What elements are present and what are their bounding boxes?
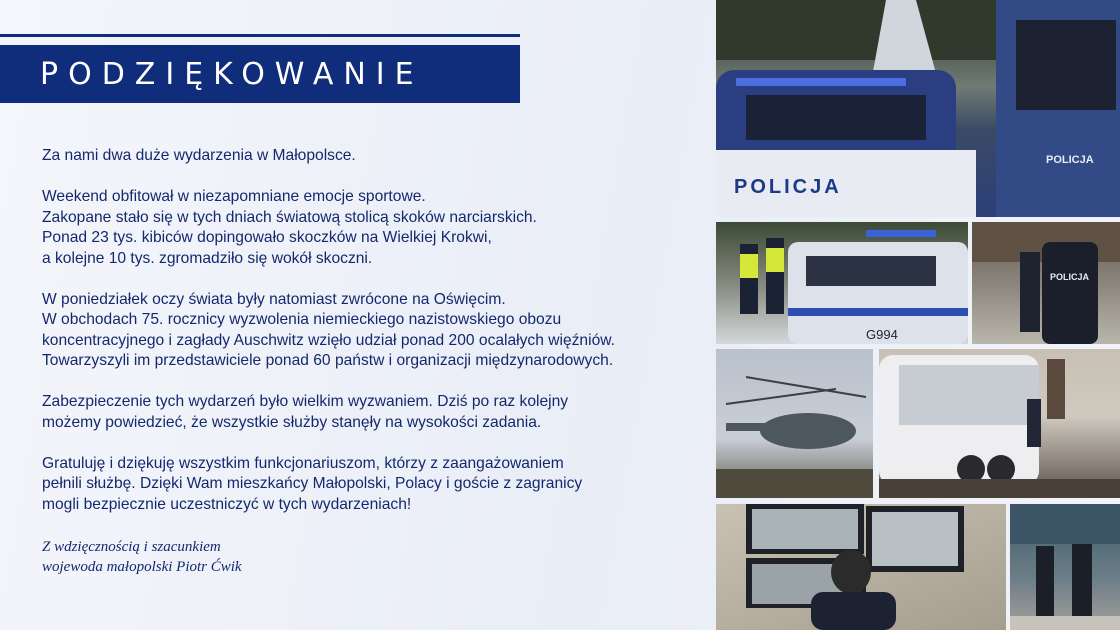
paragraph-thanks: Gratuluję i dziękuję wszystkim funkcjonariuszom, którzy z zaangażowaniem pełnili służbę. Dzięki Wam mieszkańcy Małopolski, Polacy i goście z zagranicy mogli bezpiecznie uczestniczyć w tych wydarzeniach! bbox=[42, 454, 583, 513]
closing-line: Z wdzięcznością i szacunkiem bbox=[42, 539, 221, 555]
officer-text: POLICJA bbox=[1050, 272, 1090, 282]
van-text: POLICJA bbox=[1046, 154, 1094, 166]
photo-helicopter bbox=[716, 349, 873, 498]
title-banner bbox=[0, 45, 520, 103]
photo-monitoring-room bbox=[716, 504, 1006, 630]
monitoring-scene bbox=[716, 504, 1006, 630]
letter-body bbox=[42, 146, 702, 536]
helicopter-scene bbox=[716, 349, 873, 498]
paragraph-oswiecim: W poniedziałek oczy świata były natomiast zwrócone na Oświęcim. W obchodach 75. rocznicy wyzwolenia niemieckiego nazistowskiego obozu koncentracyjnego i zagłady Auschwitz wzięło udział ponad 200 ocalałych więźniów. Towarzyszyli im przedstawiciele ponad 60 państw i organizacji międzynarodowych. bbox=[42, 290, 615, 369]
airport-scene bbox=[1010, 504, 1120, 630]
car-text: POLICJA bbox=[734, 176, 842, 198]
plate-text: G994 bbox=[866, 327, 898, 342]
bus-tower-scene bbox=[879, 349, 1120, 498]
photo-officer-crowd bbox=[972, 222, 1120, 344]
signature-line: wojewoda małopolski Piotr Ćwik bbox=[42, 559, 242, 575]
photo-airport-officers bbox=[1010, 504, 1120, 630]
signature-block bbox=[42, 537, 242, 577]
photo-officers-car bbox=[716, 222, 968, 344]
header-rule bbox=[0, 34, 520, 37]
photo-ski-jump-police bbox=[716, 0, 1120, 217]
page-title: PODZIĘKOWANIE bbox=[40, 56, 424, 92]
paragraph-intro: Za nami dwa duże wydarzenia w Małopolsce. bbox=[42, 147, 356, 164]
paragraph-security: Zabezpieczenie tych wydarzeń było wielkim wyzwaniem. Dziś po raz kolejny możemy powiedzieć, że wszystkie służby stanęły na wysokości zadania. bbox=[42, 393, 569, 431]
paragraph-zakopane: Weekend obfitował w niezapomniane emocje sportowe. Zakopane stało się w tych dniach światową stolicą skoków narciarskich. Ponad 23 tys. kibiców dopingowało skoczków na Wielkiej Krokwi, a kolejne 10 tys. zgromadziło się wokół skoczni. bbox=[42, 188, 537, 267]
ski-jump-scene bbox=[716, 0, 1120, 217]
officer-crowd-scene bbox=[972, 222, 1120, 344]
officers-car-scene bbox=[716, 222, 968, 344]
photo-bus-tower bbox=[879, 349, 1120, 498]
